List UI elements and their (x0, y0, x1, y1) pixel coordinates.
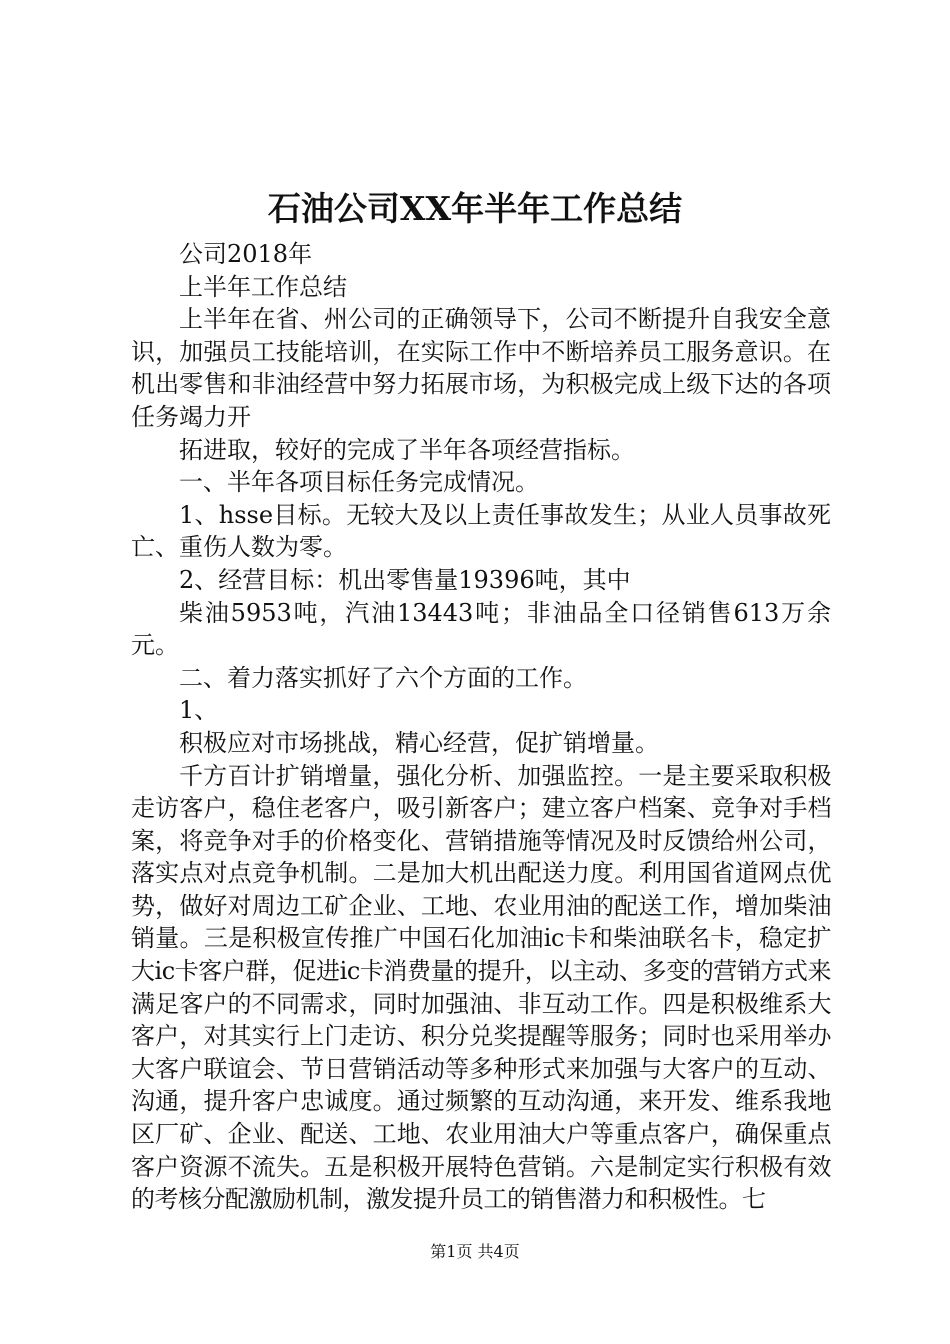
paragraph-intro-continued: 拓进取，较好的完成了半年各项经营指标。 (179, 435, 635, 464)
list-number-one: 1、 (179, 696, 219, 725)
heading-section-two: 二、着力落实抓好了六个方面的工作。 (179, 663, 587, 692)
document-body (131, 238, 831, 1216)
heading-section-one: 一、半年各项目标任务完成情况。 (179, 468, 539, 497)
page-footer: 第1页 共4页 (430, 1242, 520, 1261)
paragraph-operating-target: 2、经营目标：机出零售量19396吨，其中 (179, 565, 631, 594)
paragraph-sales-measures: 千方百计扩销增量，强化分析、加强监控。一是主要采取积极走访客户，稳住老客户，吸引新客户；建立客户档案、竞争对手档案，将竞争对手的价格变化、营销措施等情况及时反馈给州公司，落实点对点竞争机制。二是加大机出配送力度。利用国省道网点优势，做好对周边工矿企业、工地、农业用油的配送工作，增加柴油销量。三是积极宣传推广中国石化加油ic卡和柴油联名卡，稳定扩大ic卡客户群，促进ic卡消费量的提升，以主动、多变的营销方式来满足客户的不同需求，同时加强油、非互动工作。四是积极维系大客户，对其实行上门走访、积分兑奖提醒等服务；同时也采用举办大客户联谊会、节日营销活动等多种形式来加强与大客户的互动、沟通，提升客户忠诚度。通过频繁的互动沟通，来开发、维系我地区厂矿、企业、配送、工地、农业用油大户等重点客户，确保重点客户资源不流失。五是积极开展特色营销。六是制定实行积极有效的考核分配激励机制，激发提升员工的销售潜力和积极性。七 (131, 761, 831, 1214)
document-title: 石油公司XX年半年工作总结 (267, 189, 683, 228)
paragraph-hsse-target: 1、hsse目标。无较大及以上责任事故发生；从业人员事故死亡、重伤人数为零。 (131, 500, 831, 562)
paragraph-subtitle: 上半年工作总结 (179, 272, 347, 301)
paragraph-sales-figures: 柴油5953吨，汽油13443吨；非油品全口径销售613万余元。 (131, 598, 831, 660)
paragraph-intro: 上半年在省、州公司的正确领导下，公司不断提升自我安全意识，加强员工技能培训，在实际工作中不断培养员工服务意识。在机出零售和非油经营中努力拓展市场，为积极完成上级下达的各项任务竭力开 (131, 305, 831, 431)
subheading-market-challenge: 积极应对市场挑战，精心经营，促扩销增量。 (179, 728, 659, 757)
paragraph-company-year: 公司2018年 (179, 240, 313, 268)
